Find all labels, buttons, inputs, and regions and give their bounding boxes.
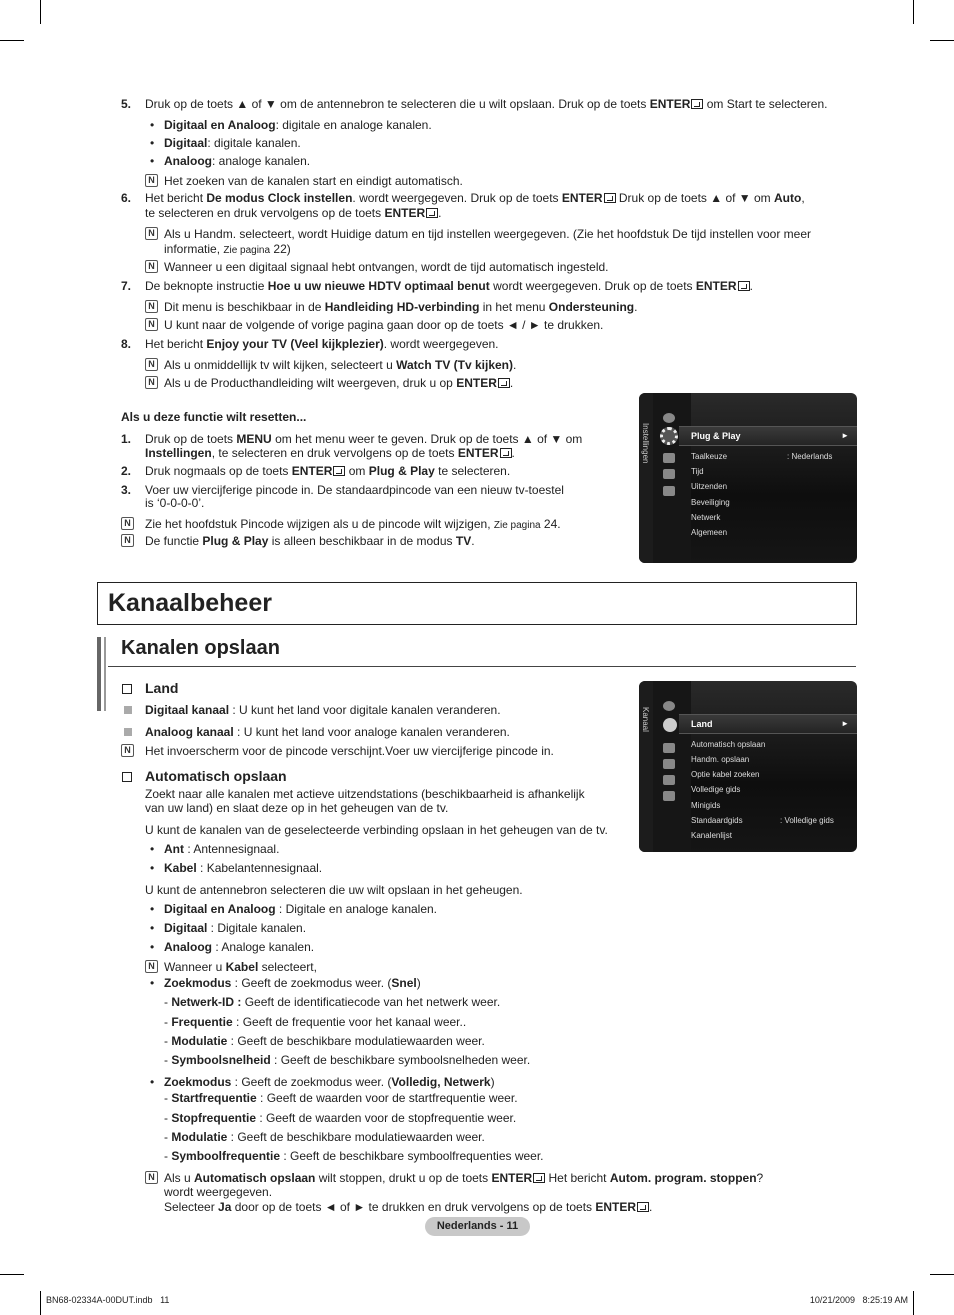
menu-item[interactable]: Volledige gids — [691, 785, 741, 794]
crop-mark — [0, 40, 24, 41]
picture-icon — [663, 701, 675, 711]
footer-file: BN68-02334A-00DUT.indb 11 — [46, 1295, 170, 1305]
note-icon: N — [145, 227, 158, 240]
menu-item[interactable]: Uitzenden — [691, 482, 728, 491]
square-bullet-icon — [124, 728, 132, 736]
step-number: 5. — [121, 97, 132, 111]
enter-key-icon — [738, 281, 750, 291]
note-text: Zie het hoofdstuk Pincode wijzigen als u de pincode wilt wijzigen, Zie pagina 24. — [145, 517, 561, 531]
sub-item: - Symboolsnelheid : Geeft de beschikbare symboolsnelheden weer. — [164, 1053, 531, 1067]
enter-key-icon — [333, 466, 345, 476]
tv-menu-kanaal — [639, 681, 857, 852]
checkbox-icon — [122, 772, 132, 782]
step-number: 6. — [121, 191, 132, 205]
menu-item[interactable]: Handm. opslaan — [691, 755, 750, 764]
menu-item[interactable]: Tijd — [691, 467, 704, 476]
bullet-text: Digitaal en Analoog: digitale en analoge kanalen. — [164, 118, 432, 132]
crop-mark — [40, 0, 41, 24]
settings-gear-icon — [660, 427, 678, 445]
sub-item: - Netwerk-ID : Geeft de identificatiecode van het netwerk weer. — [164, 995, 501, 1009]
checkbox-icon — [122, 684, 132, 694]
bullet: • — [150, 154, 155, 168]
menu-item[interactable]: Standaardgids — [691, 816, 743, 825]
bullet: • — [150, 940, 155, 954]
bullet: • — [150, 842, 155, 856]
sub-item: - Frequentie : Geeft de frequentie voor het kanaal weer.. — [164, 1015, 467, 1029]
enter-key-icon — [426, 208, 438, 218]
step-text: Druk op de toets ▲ of ▼ om de antennebron te selecteren die u wilt opslaan. Druk op de toets ENTER om Start te selecteren. — [145, 97, 828, 111]
bullet: • — [150, 902, 155, 916]
sub-item: - Startfrequentie : Geeft de waarden voor de startfrequentie weer. — [164, 1091, 518, 1105]
bullet-text: Ant : Antennesignaal. — [164, 842, 280, 856]
bullet: • — [150, 921, 155, 935]
paragraph: van uw land) en slaat deze op in het geheugen van de tv. — [145, 801, 449, 815]
menu-item[interactable]: Netwerk — [691, 513, 721, 522]
note-text: De functie Plug & Play is alleen beschikbaar in de modus TV. — [145, 534, 475, 548]
step-text: Voer uw viercijferige pincode in. De standaardpincode van een nieuw tv-toestel — [145, 483, 564, 497]
enter-key-icon — [691, 99, 703, 109]
crop-mark — [913, 1291, 914, 1315]
enter-key-icon — [604, 193, 616, 203]
enter-key-icon — [498, 378, 510, 388]
application-icon — [663, 775, 675, 785]
sub-item: - Symboolfrequentie : Geeft de beschikbare symboolfrequenties weer. — [164, 1149, 544, 1163]
bullet-text: Kabel : Kabelantennesignaal. — [164, 861, 323, 875]
note-text: Wanneer u een digitaal signaal hebt ontvangen, wordt de tijd automatisch ingesteld. — [164, 260, 609, 274]
note-icon: N — [145, 376, 158, 389]
bullet-text: Analoog : Analoge kanalen. — [164, 940, 315, 954]
bullet-text: Digitaal : Digitale kanalen. — [164, 921, 307, 935]
bullet-text: Zoekmodus : Geeft de zoekmodus weer. (Volledig, Netwerk) — [164, 1075, 495, 1089]
bullet-text: Digitaal: digitale kanalen. — [164, 136, 301, 150]
page-number-badge: Nederlands - 11 — [425, 1217, 530, 1236]
step-number: 3. — [121, 483, 132, 497]
reset-heading: Als u deze functie wilt resetten... — [121, 410, 307, 424]
step-text: te selecteren en druk vervolgens op de toets ENTER . — [145, 206, 442, 220]
enter-key-icon — [533, 1173, 545, 1183]
subsection-bar — [104, 637, 106, 711]
note-text: Dit menu is beschikbaar in de Handleiding HD-verbinding in het menu Ondersteuning. — [164, 300, 638, 314]
picture-icon — [663, 413, 675, 423]
tv-menu-instellingen — [639, 393, 857, 563]
note-icon: N — [145, 960, 158, 973]
bullet: • — [150, 976, 155, 990]
step-text: De beknopte instructie Hoe u uw nieuwe HDTV optimaal benut wordt weergegeven. Druk op de toets ENTER . — [145, 279, 753, 293]
sub-item: - Modulatie : Geeft de beschikbare modulatiewaarden weer. — [164, 1130, 485, 1144]
note-text: Het zoeken van de kanalen start en eindigt automatisch. — [164, 174, 463, 188]
crop-mark — [930, 40, 954, 41]
application-icon — [663, 469, 675, 479]
paragraph: U kunt de antennebron selecteren die uw wilt opslaan in het geheugen. — [145, 883, 523, 897]
paragraph: U kunt de kanalen van de geselecteerde verbinding opslaan in het geheugen van de tv. — [145, 823, 608, 837]
note-icon: N — [121, 534, 134, 547]
menu-side-label: Kanaal — [641, 707, 650, 732]
note-text: Het invoerscherm voor de pincode verschijnt.Voer uw viercijferige pincode in. — [145, 744, 554, 758]
bullet: • — [150, 136, 155, 150]
note-text: informatie, Zie pagina 22) — [164, 242, 291, 256]
note-text: Wanneer u Kabel selecteert, — [164, 960, 317, 974]
step-text: Druk op de toets MENU om het menu weer te geven. Druk op de toets ▲ of ▼ om — [145, 432, 583, 446]
land-heading: Land — [145, 680, 179, 696]
note-text: U kunt naar de volgende of vorige pagina gaan door op de toets ◄ / ► te drukken. — [164, 318, 604, 332]
menu-selected-label: Plug & Play — [691, 431, 741, 441]
input-icon — [663, 453, 675, 463]
footer-date: 10/21/2009 8:25:19 AM — [809, 1295, 908, 1305]
enter-key-icon — [637, 1202, 649, 1212]
arrow-right-icon: ► — [841, 431, 849, 440]
subsection-title: Kanalen opslaan — [121, 637, 280, 659]
step-number: 1. — [121, 432, 132, 446]
step-text: Het bericht De modus Clock instellen. wordt weergegeven. Druk op de toets ENTER Druk op de toets ▲ of ▼ om Auto, — [145, 191, 805, 205]
note-text: Selecteer Ja door op de toets ◄ of ► te drukken en druk vervolgens op de toets ENTER . — [164, 1200, 653, 1214]
step-text: Instellingen, te selecteren en druk vervolgens op de toets ENTER . — [145, 446, 515, 460]
bullet-text: Zoekmodus : Geeft de zoekmodus weer. (Snel) — [164, 976, 421, 990]
step-text: is ‘0-0-0-0’. — [145, 496, 205, 510]
sub-item: - Modulatie : Geeft de beschikbare modulatiewaarden weer. — [164, 1034, 485, 1048]
menu-item[interactable]: Algemeen — [691, 528, 728, 537]
bullet: • — [150, 118, 155, 132]
bullet-text: Analoog: analoge kanalen. — [164, 154, 311, 168]
crop-mark — [913, 0, 914, 24]
menu-item[interactable]: Automatisch opslaan — [691, 740, 766, 749]
menu-item-value: : Nederlands — [787, 452, 833, 461]
settings-icon — [663, 743, 675, 753]
crop-mark — [40, 1291, 41, 1315]
section-title: Kanaalbeheer — [108, 589, 272, 617]
note-text: Als u onmiddellijk tv wilt kijken, selecteert u Watch TV (Tv kijken). — [164, 358, 517, 372]
bullet-text: Digitaal en Analoog : Digitale en analoge kanalen. — [164, 902, 438, 916]
support-icon — [663, 486, 675, 496]
subsection-bar — [97, 637, 101, 711]
menu-item[interactable]: Beveiliging — [691, 498, 730, 507]
bullet: • — [150, 861, 155, 875]
note-icon: N — [145, 358, 158, 371]
item-text: Digitaal kanaal : U kunt het land voor digitale kanalen veranderen. — [145, 703, 501, 717]
note-icon: N — [145, 318, 158, 331]
menu-item-value: : Volledige gids — [780, 816, 834, 825]
step-text: Druk nogmaals op de toets ENTER om Plug & Play te selecteren. — [145, 464, 511, 478]
note-icon: N — [121, 517, 134, 530]
menu-item[interactable]: Taalkeuze — [691, 452, 728, 461]
crop-mark — [0, 1274, 24, 1275]
arrow-right-icon: ► — [841, 719, 849, 728]
note-icon: N — [145, 174, 158, 187]
note-text: Als u Automatisch opslaan wilt stoppen, drukt u op de toets ENTER Het bericht Autom. program. stoppen? — [164, 1171, 764, 1185]
note-icon: N — [145, 1171, 158, 1184]
note-icon: N — [121, 744, 134, 757]
subsection-divider — [108, 666, 856, 667]
paragraph: Zoekt naar alle kanalen met actieve uitzendstations (beschikbaarheid is afhankelijk — [145, 787, 585, 801]
support-icon — [663, 791, 675, 801]
menu-side-label: Instellingen — [641, 423, 650, 464]
auto-heading: Automatisch opslaan — [145, 768, 287, 784]
menu-side-bar — [639, 393, 653, 563]
section-title-box — [97, 582, 857, 625]
menu-item[interactable]: Kanalenlijst — [691, 831, 732, 840]
step-number: 8. — [121, 337, 132, 351]
note-icon: N — [145, 260, 158, 273]
crop-mark — [930, 1274, 954, 1275]
step-text: Het bericht Enjoy your TV (Veel kijkplezier). wordt weergegeven. — [145, 337, 499, 351]
channel-icon — [663, 718, 677, 732]
step-number: 7. — [121, 279, 132, 293]
note-text: Als u Handm. selecteert, wordt Huidige datum en tijd instellen weergegeven. (Zie het hoofdstuk De tijd instellen voor meer — [164, 227, 811, 241]
bullet: • — [150, 1075, 155, 1089]
sub-item: - Stopfrequentie : Geeft de waarden voor de stopfrequentie weer. — [164, 1111, 517, 1125]
step-number: 2. — [121, 464, 132, 478]
note-text: wordt weergegeven. — [164, 1185, 273, 1199]
input-icon — [663, 759, 675, 769]
note-text: Als u de Producthandleiding wilt weergeven, druk u op ENTER . — [164, 376, 514, 390]
menu-item[interactable]: Optie kabel zoeken — [691, 770, 760, 779]
menu-item[interactable]: Minigids — [691, 801, 721, 810]
menu-selected-label: Land — [691, 719, 713, 729]
square-bullet-icon — [124, 706, 132, 714]
note-icon: N — [145, 300, 158, 313]
enter-key-icon — [500, 448, 512, 458]
item-text: Analoog kanaal : U kunt het land voor analoge kanalen veranderen. — [145, 725, 510, 739]
